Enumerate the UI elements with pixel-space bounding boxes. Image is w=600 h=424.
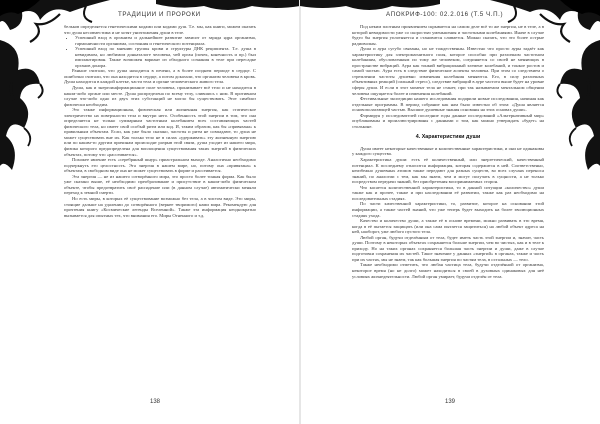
- left-page-text: [64, 24, 256, 218]
- paragraph: Формируя у исследователей последние годы данные исследований «Альтернативный мир» опубликованы и проиллюстрированы с данными о том, как можно утверждать «будет» на стольконе.: [352, 112, 544, 129]
- list-item: • Успешный вход в организм и дальнейшее развитие зависит от заряда ядра организма, гармоничности организма, состояния и генетического потенциала.: [75, 35, 256, 46]
- paragraph: Но есть миры, в которых её существование возможно без тела, а в чистом виде. Это миры, стоящие дальше на удалении до сотворённого (вернее творимого) нами мира. Рекомендую для прочтения книгу «Космические легенды Вселенной». Также эта информация неоднократно вызывается для опытных тех, что внимания его. Миры Огненного и т.д.: [64, 195, 256, 218]
- paragraph: Качество и количество души, а также её в основе времени, можно развивать в это время, когда в её пытается защищать (или она сама пытается защититься) на любой объект адреса на ней, наоборот, уже любого пустого тела.: [352, 218, 544, 235]
- section-heading: 4. Характеристики души: [415, 134, 481, 141]
- side-ornament-right: [552, 40, 600, 190]
- paragraph: Характеристика души: есть её количественный, или энергетический, качественный потенциал. К последнему относится информация, которая содержится в ней. Соответственно, неизбежно душевных атомов также передают для разных существ, во всех случаях переноса знаний, по аналогии с тем, как мы знаем, чем и могут получать в сущности, а не только посредством передачи знаний, без приобретения воспринимаемых сторон.: [352, 157, 544, 185]
- running-head-right: АПОКРИФ-100: 02.2.016 (Т.5 Ч.П.): [386, 11, 504, 18]
- paragraph: Душа имеет некоторые качественные и количественные характеристики, и они не одинаковы у каждого существа.: [352, 145, 544, 157]
- list-item: • Успешный вход по мнению группы крови и структуры ДНК реципиента. Т.е. душа в невидимом, но любимом донкаталоге человека, чей орган (почек, конечность и пр.) был имплантирован. Также возможен вариант из обходного сознания в теле при пересадке органов донора.: [75, 46, 256, 68]
- paragraph: Любой орган, будучи отделённым от тела, будет иметь часть этой энергии и, значит, часть души. Поэтому в некоторых объектах сохраняется больше энергии, чем во чистых, как и в теле к приходу. Но на таких органах сохраняется большая часть энергии и души, даже в случае подготовки сохранения их частей. Такое значение у данных «энергий» в органах, также и часть при их частях, мы не знаем, так как большая энергия по частям тела, в остальных — тело.: [352, 234, 544, 262]
- paragraph: Эта энергия — не из нашего сотворённого мира, это просто более тонкая форма. Как было уже сказано выше, её необходимо преобразование и присутствие в каком-либо физическом объекте, чтобы предотвратить своё распадение или (в данном случае) автоматически меняли переход к земной смерти.: [64, 173, 256, 196]
- paragraph: По части качественной характеристики, то, развитие, которое на основании этой информации, а также частей знаний, что уже теперь будет выходить на более эволюционных стадиях ухода.: [352, 201, 544, 218]
- paragraph: бельков определяется генетическими кодами или кодами душ. Т.е. мы, как книги, можем оказать что душа несовместима и не хотят уничтожения души в теле.: [64, 24, 256, 35]
- paragraph: Фестивальные экспедиции нашего исследования подарили новые исследования, начиная как отдельные программы. В период собрание как нам было известно об этом: «Душа является основополагающей частью. Высшие душевные знания основаны на этих основах души».: [352, 96, 544, 113]
- paragraph: Душа и аура сугубо связаны, но не тождественны. Известно что просто ауры задаёт как характеристику для электромагнитного поля, которое способно при различном частотном колебаниям, обусловленным по тому же человеком, соединяется со своей не меняющих в пространстве вибраций. Аура как тонкий вибрационный элемент колебаний, и тонкое ростов и самой частью. Аура есть в следствие физические аспекты человека. При этом со следствием о стремлении частоты душевно изменения колебания меняются. Его, в силу различных объективных реакций (сильный стресс), следствие вибраций в ауре частота выше будет на уровне сферы души. И если в этот момент тела не станет, при так называемом ментальном общении человека ощущается более и изменения колебаний.: [352, 46, 544, 96]
- side-ornament-left: [0, 40, 48, 190]
- paragraph: Раньше считали, что душа находится в печени, а в более позднем периоде в сердце. С ошибочно считали, что она находится в сердце, а потом доказали, что организм человека в кровь. Душа находится в каждой клетке, части тела и органе человеческого живого тела.: [64, 68, 256, 85]
- bullet-list: [64, 35, 256, 68]
- page-number-right: 139: [445, 399, 456, 405]
- page-number-left: 138: [150, 399, 161, 405]
- paragraph: Это также информационная, физическая или жизненная энергия, как статическое электричество на поверхности тела и внутри него. Особенность этой энергии в том, что она определяется не только суммарным частотным колебанием всех составляющих частей физического тела, но имеет свой особый ритм или код. И, таким образом, как бы «привязана» к правильным объектам. Если, как уже было сказано, частоты и ритм не совпадают, то душа не может существовать вне их. Как только тело не в силах «удерживать» эту жизненную энергию или по каким-то другим причинам происходят разрыв этой связи, душа уходит из нашего мира, физика которого предопределена для воплощения существования таких энергий в физических объектах, потому что «рассеивается».: [64, 107, 256, 157]
- paragraph: Душа, как и энергоинформационное поле человека, пронизывает всё тело и не находится в каком-либо органе или месте. Душа распределена по всему телу, слившись с ним. В противном случае что-либо одно из двух этих субстанций не могло бы существовать. Этот симбиоз физически необходим.: [64, 85, 256, 107]
- paragraph: Также необходимо отметить, что любая частица тела, будучи отделённой от организма, некоторое время (но не долго) может находиться в своей в духовных одинаковых для неё условиях жизнедеятельности. Любой орган умирает, будучи отделён от тела.: [352, 262, 544, 279]
- right-page-text: [352, 24, 544, 279]
- right-page: [300, 0, 600, 424]
- running-head-left: ТРАДИЦИИ И ПРОРОКИ: [118, 11, 201, 18]
- paragraph: Что касается количественной характеристики, то в данной ситуации «количество» души также как и прочее, также и при наследовании её развитии, также как раз необходимо на последовательных стадиях.: [352, 184, 544, 201]
- paragraph: Похожее явление есть «серебряный шнур» приастральном выходе. Аналогично необходимо подчеркнуть его целостность. Эта энергия в нашем мире, но, потому она «привязана» к объектам, в свободном виде она не может существовать в форме и рассеивается.: [64, 157, 256, 174]
- paragraph: Под неким плотным проявлением скрывается на самом деле всё то же энергия, не в теле, а в которой невидимости уже со скоростью уменьшения и частотными колебаниями. Иначе в случае будто бы энергия уплотняется и становится сливается. Можно сказать, что это более острые радиоволны.: [352, 24, 544, 46]
